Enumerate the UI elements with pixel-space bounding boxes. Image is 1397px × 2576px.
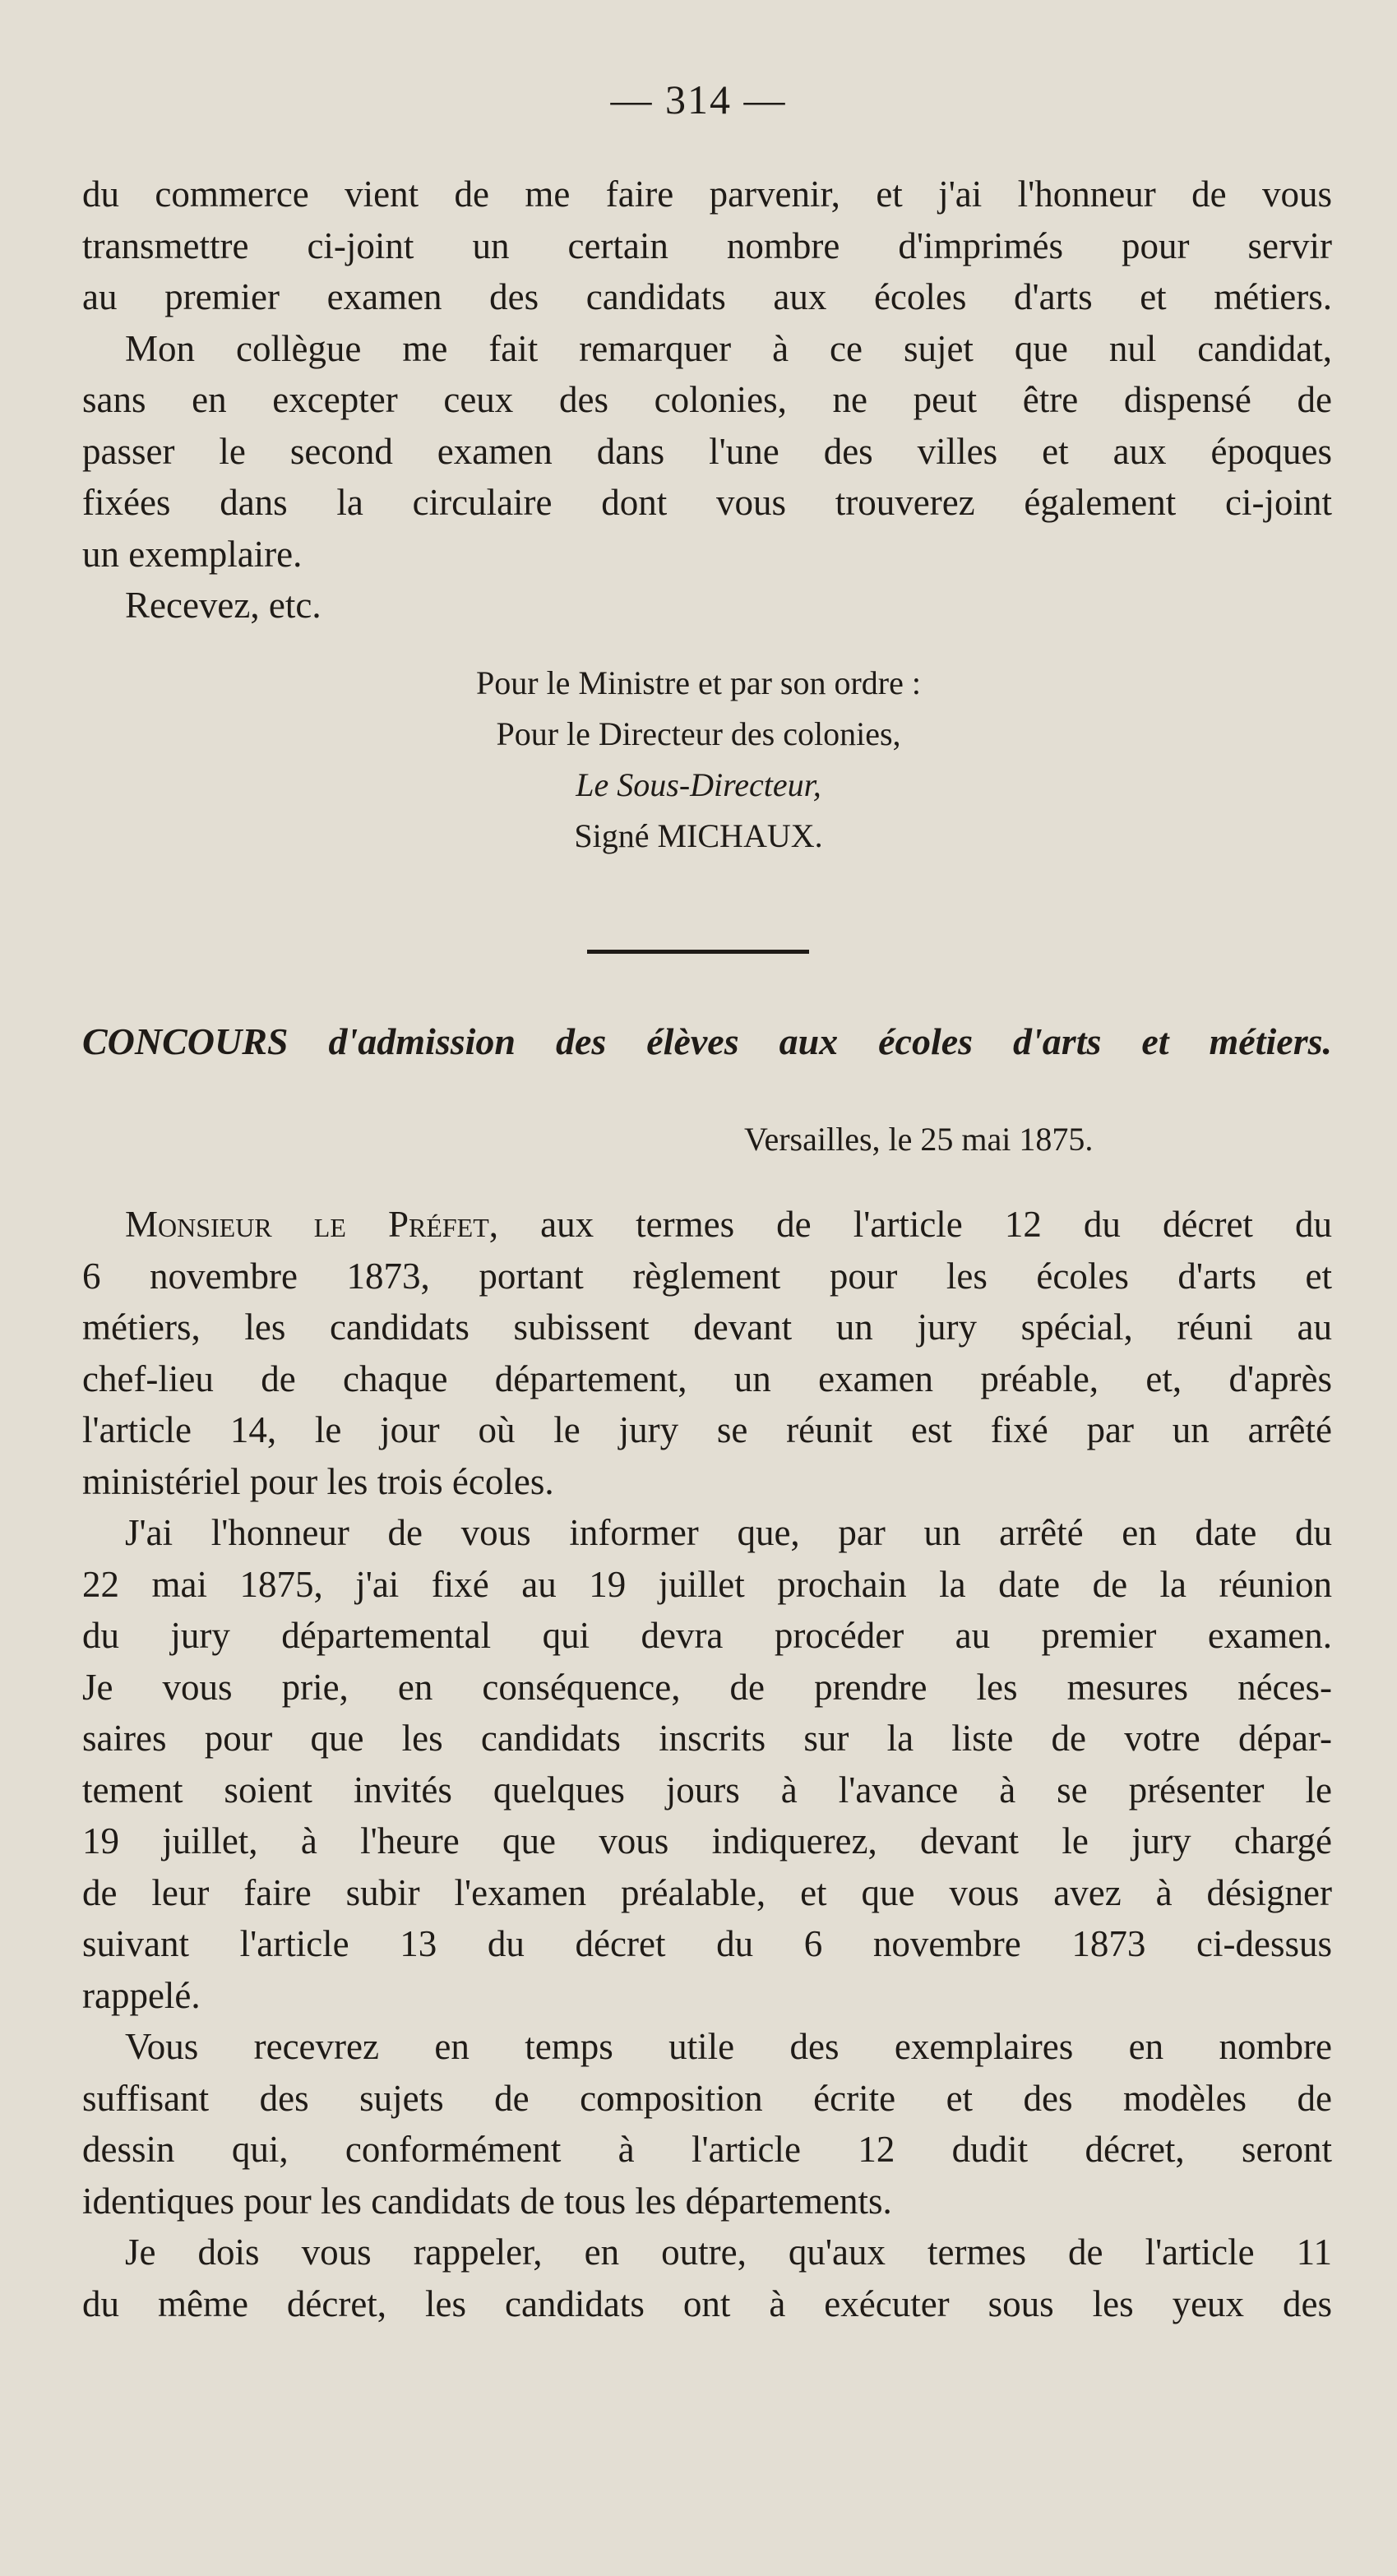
page-number: — 314 — [610,76,787,123]
text-line: transmettre ci-joint un certain nombre d'imprimés pour servir [82,224,1332,266]
salutation: Monsieur le Préfet [125,1204,489,1245]
text-line: suivant l'article 13 du décret du 6 novembre 1873 ci-dessus [82,1923,1332,1964]
text-line: passer le second examen dans l'une des villes et aux époques [82,430,1332,472]
text-line: tement soient invités quelques jours à l'avance à se présenter le [82,1769,1332,1811]
signature-block [0,658,1397,862]
text-line: du jury départemental qui devra procéder au premier examen. [82,1615,1332,1656]
text-line: Je dois vous rappeler, en outre, qu'aux termes de l'article 11 [125,2231,1332,2273]
text-line: 6 novembre 1873, portant règlement pour les écoles d'arts et [82,1255,1332,1297]
text-line: J'ai l'honneur de vous informer que, par un arrêté en date du [125,1512,1332,1553]
heading-keyword: CONCOURS [82,1020,289,1062]
text-line: suffisant des sujets de composition écrite et des modèles de [82,2077,1332,2119]
text-line: chef-lieu de chaque département, un examen préable, et, d'après [82,1357,1332,1399]
text-line: identiques pour les candidats de tous les départements. [82,2180,892,2222]
section-heading [82,1020,1332,1063]
circular-body [82,1199,1332,2329]
dateline: Versailles, le 25 mai 1875. [744,1121,1094,1158]
text-line: de leur faire subir l'examen préalable, et que vous avez à désigner [82,1871,1332,1913]
text-line: du même décret, les candidats ont à exécuter sous les yeux des [82,2282,1332,2324]
heading-rest: d'admission des élèves aux écoles d'arts et métiers. [328,1020,1332,1062]
section-divider [587,950,809,954]
text-line: rappelé. [82,1974,201,2016]
text-line: Vous recevrez en temps utile des exemplaires en nombre [125,2026,1332,2067]
text-line: fixées dans la circulaire dont vous trouverez également ci-joint [82,482,1332,523]
text-line: 22 mai 1875, j'ai fixé au 19 juillet prochain la date de la réunion [82,1563,1332,1605]
text-line: ministériel pour les trois écoles. [82,1460,554,1502]
text-line: au premier examen des candidats aux écoles d'arts et métiers. [82,276,1332,317]
closing-formula: Recevez, etc. [125,585,321,626]
text-line: du commerce vient de me faire parvenir, et j'ai l'honneur de vous [82,173,1332,215]
signature-name: Signé MICHAUX. [574,817,823,854]
signature-line: Pour le Ministre et par son ordre : [476,664,921,701]
text-line [82,1199,1332,1251]
text-line: métiers, les candidats subissent devant un jury spécial, réuni au [82,1306,1332,1348]
text-fragment: , aux termes de l'article 12 du décret du [488,1204,1333,1245]
text-line: l'article 14, le jour où le jury se réunit est fixé par un arrêté [82,1409,1332,1450]
text-line: 19 juillet, à l'heure que vous indiquerez, devant le jury chargé [82,1820,1332,1861]
letter-body-continued [82,169,1332,631]
text-line: sans en excepter ceux des colonies, ne peut être dispensé de [82,379,1332,420]
signature-line: Pour le Directeur des colonies, [496,715,901,752]
signature-title: Le Sous-Directeur, [576,766,821,803]
text-line: Mon collègue me fait remarquer à ce sujet que nul candidat, [125,327,1332,369]
text-line: un exemplaire. [82,533,303,575]
text-line: Je vous prie, en conséquence, de prendre les mesures néces- [82,1666,1332,1708]
text-line: saires pour que les candidats inscrits sur la liste de votre dépar- [82,1718,1332,1759]
text-line: dessin qui, conformément à l'article 12 dudit décret, seront [82,2129,1332,2170]
